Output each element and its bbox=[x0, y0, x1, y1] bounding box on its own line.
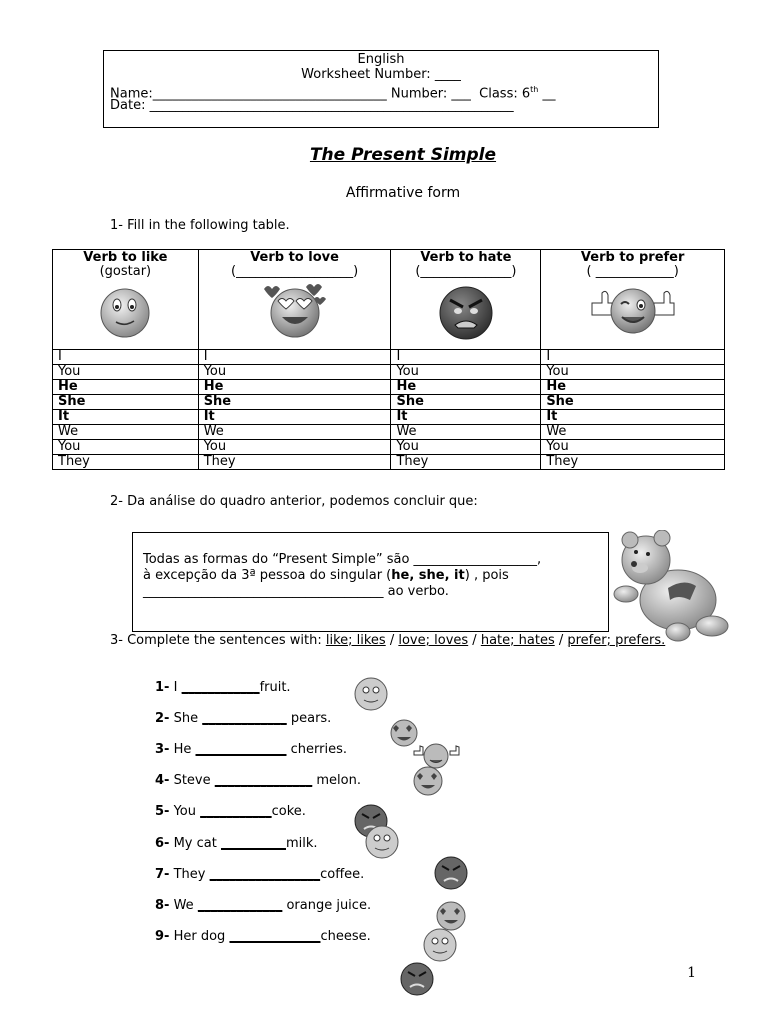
conclusion-box bbox=[132, 532, 609, 632]
verb-header-cell bbox=[391, 250, 541, 350]
pronoun-cell[interactable]: They bbox=[541, 455, 725, 470]
pronoun-cell[interactable]: They bbox=[198, 455, 391, 470]
sentence-text: You bbox=[169, 804, 201, 819]
pronoun-cell[interactable]: She bbox=[53, 395, 199, 410]
pronoun-cell[interactable]: You bbox=[391, 440, 541, 455]
sentence-item bbox=[155, 742, 347, 757]
sentence-item bbox=[155, 836, 318, 851]
sentence-text: We bbox=[169, 898, 198, 913]
sentence-item bbox=[155, 867, 364, 882]
pronoun-row bbox=[53, 380, 725, 395]
verb-name: Verb to like bbox=[83, 250, 168, 265]
verb-header-cell bbox=[198, 250, 391, 350]
pronoun-row bbox=[53, 440, 725, 455]
pronoun-cell[interactable]: He bbox=[198, 380, 391, 395]
sentence-text: My cat bbox=[169, 836, 221, 851]
worksheet-number: Worksheet Number: ____ bbox=[301, 67, 461, 82]
pronoun-cell[interactable]: You bbox=[391, 365, 541, 380]
verb-name: Verb to prefer bbox=[580, 250, 685, 265]
question-3: 3- Complete the sentences with: like; likes / love; loves / hate; hates / prefer; prefers. bbox=[110, 633, 666, 648]
pronoun-row bbox=[53, 410, 725, 425]
pronoun-cell[interactable]: We bbox=[53, 425, 199, 440]
sentence-text: coke. bbox=[271, 804, 306, 819]
neutral-face-icon bbox=[352, 676, 390, 712]
sentence-text: milk. bbox=[285, 836, 318, 851]
sentence-blank[interactable]: _________________ bbox=[209, 867, 321, 882]
love-face-icon bbox=[409, 760, 447, 798]
sentence-text: She bbox=[169, 711, 203, 726]
neutral-face-icon bbox=[96, 285, 154, 339]
pronoun-cell[interactable]: She bbox=[198, 395, 391, 410]
pronoun-cell[interactable]: It bbox=[198, 410, 391, 425]
pronoun-cell[interactable]: It bbox=[53, 410, 199, 425]
verb-name: Verb to love bbox=[250, 250, 339, 265]
pronoun-cell[interactable]: You bbox=[53, 365, 199, 380]
sentence-item bbox=[155, 804, 306, 819]
pronoun-cell[interactable]: We bbox=[541, 425, 725, 440]
verb-translation: ( ____________) bbox=[586, 264, 679, 279]
pronoun-cell[interactable]: I bbox=[198, 350, 391, 365]
page-subtitle: Affirmative form bbox=[345, 185, 461, 201]
pronoun-cell[interactable]: They bbox=[53, 455, 199, 470]
sentence-blank[interactable]: _______________ bbox=[214, 773, 313, 788]
sentence-text: He bbox=[169, 742, 196, 757]
verb-header-cell bbox=[53, 250, 199, 350]
thumbs-up-face-icon bbox=[588, 281, 678, 337]
sentence-text: cherries. bbox=[286, 742, 347, 757]
sentence-blank[interactable]: ___________ bbox=[200, 804, 272, 819]
sentence-blank[interactable]: ______________ bbox=[229, 929, 321, 944]
pronoun-cell[interactable]: He bbox=[541, 380, 725, 395]
date-line: Date: ________________________________________________________ bbox=[110, 98, 514, 113]
pronoun-cell[interactable]: It bbox=[391, 410, 541, 425]
angry-face-icon bbox=[398, 961, 436, 997]
sentence-text: I bbox=[169, 680, 182, 695]
sentence-number: 7- bbox=[155, 867, 170, 882]
sentence-blank[interactable]: __________ bbox=[220, 836, 286, 851]
pronoun-cell[interactable]: We bbox=[198, 425, 391, 440]
sentence-text: Steve bbox=[169, 773, 215, 788]
bear-illustration bbox=[608, 530, 734, 644]
question-1: 1- Fill in the following table. bbox=[110, 218, 290, 233]
sentence-item bbox=[155, 898, 371, 913]
pronoun-cell[interactable]: We bbox=[391, 425, 541, 440]
conclusion-line-2: à excepção da 3ª pessoa do singular (he, she, it) , pois bbox=[143, 568, 509, 583]
sentence-number: 5- bbox=[155, 804, 170, 819]
pronoun-row bbox=[53, 365, 725, 380]
sentence-item bbox=[155, 929, 371, 944]
pronoun-row bbox=[53, 350, 725, 365]
page-number: 1 bbox=[687, 965, 696, 981]
sentence-number: 9- bbox=[155, 929, 170, 944]
sentence-blank[interactable]: ______________ bbox=[195, 742, 287, 757]
sentence-blank[interactable]: ____________ bbox=[181, 680, 260, 695]
pronoun-cell[interactable]: He bbox=[391, 380, 541, 395]
sentence-number: 2- bbox=[155, 711, 170, 726]
pronoun-cell[interactable]: He bbox=[53, 380, 199, 395]
pronoun-cell[interactable]: I bbox=[53, 350, 199, 365]
sentence-text: Her dog bbox=[169, 929, 230, 944]
neutral-face-icon bbox=[363, 824, 401, 860]
sentence-text: pears. bbox=[286, 711, 332, 726]
conclusion-line-3: _____________________________________ ao verbo. bbox=[143, 584, 449, 599]
pronoun-row bbox=[53, 425, 725, 440]
sentence-number: 4- bbox=[155, 773, 170, 788]
pronoun-row bbox=[53, 395, 725, 410]
pronoun-cell[interactable]: You bbox=[198, 440, 391, 455]
verb-translation: (gostar) bbox=[99, 264, 152, 279]
page-title: The Present Simple bbox=[309, 145, 497, 165]
pronoun-cell[interactable]: You bbox=[53, 440, 199, 455]
name-number-class-line: Name:____________________________________ Number: ___ Class: 6th __ bbox=[110, 85, 556, 102]
verb-translation: (__________________) bbox=[231, 264, 359, 279]
pronoun-cell[interactable]: You bbox=[541, 365, 725, 380]
angry-face-icon bbox=[436, 283, 496, 341]
sentence-number: 6- bbox=[155, 836, 170, 851]
subject-label: English bbox=[357, 52, 405, 67]
pronoun-cell[interactable]: They bbox=[391, 455, 541, 470]
header-box bbox=[103, 50, 659, 128]
pronoun-cell[interactable]: I bbox=[391, 350, 541, 365]
verb-header-cell bbox=[541, 250, 725, 350]
sentence-blank[interactable]: _____________ bbox=[197, 898, 283, 913]
verb-translation: (______________) bbox=[415, 264, 517, 279]
pronoun-cell[interactable]: She bbox=[391, 395, 541, 410]
sentence-text: melon. bbox=[312, 773, 361, 788]
sentence-text: They bbox=[169, 867, 210, 882]
pronoun-cell[interactable]: You bbox=[541, 440, 725, 455]
pronoun-cell[interactable]: You bbox=[198, 365, 391, 380]
angry-face-icon bbox=[432, 855, 470, 891]
sentence-text: coffee. bbox=[320, 867, 365, 882]
pronoun-row bbox=[53, 455, 725, 470]
sentence-text: orange juice. bbox=[282, 898, 372, 913]
love-face-icon bbox=[262, 279, 328, 339]
sentence-number: 3- bbox=[155, 742, 170, 757]
sentence-item bbox=[155, 711, 331, 726]
sentence-number: 1- bbox=[155, 680, 170, 695]
verb-name: Verb to hate bbox=[420, 250, 512, 265]
verb-table bbox=[52, 249, 725, 470]
sentence-number: 8- bbox=[155, 898, 170, 913]
sentence-item bbox=[155, 680, 291, 695]
sentence-text: fruit. bbox=[259, 680, 291, 695]
verb-table-header-row bbox=[53, 250, 725, 350]
pronoun-cell[interactable]: It bbox=[541, 410, 725, 425]
sentence-blank[interactable]: _____________ bbox=[202, 711, 287, 726]
conclusion-line-1: Todas as formas do “Present Simple” são ___________________, bbox=[143, 552, 542, 567]
neutral-face-icon bbox=[421, 927, 459, 963]
question-2: 2- Da análise do quadro anterior, podemos concluir que: bbox=[110, 494, 478, 509]
sentence-text: cheese. bbox=[320, 929, 371, 944]
sentence-item bbox=[155, 773, 361, 788]
pronoun-cell[interactable]: She bbox=[541, 395, 725, 410]
pronoun-cell[interactable]: I bbox=[541, 350, 725, 365]
